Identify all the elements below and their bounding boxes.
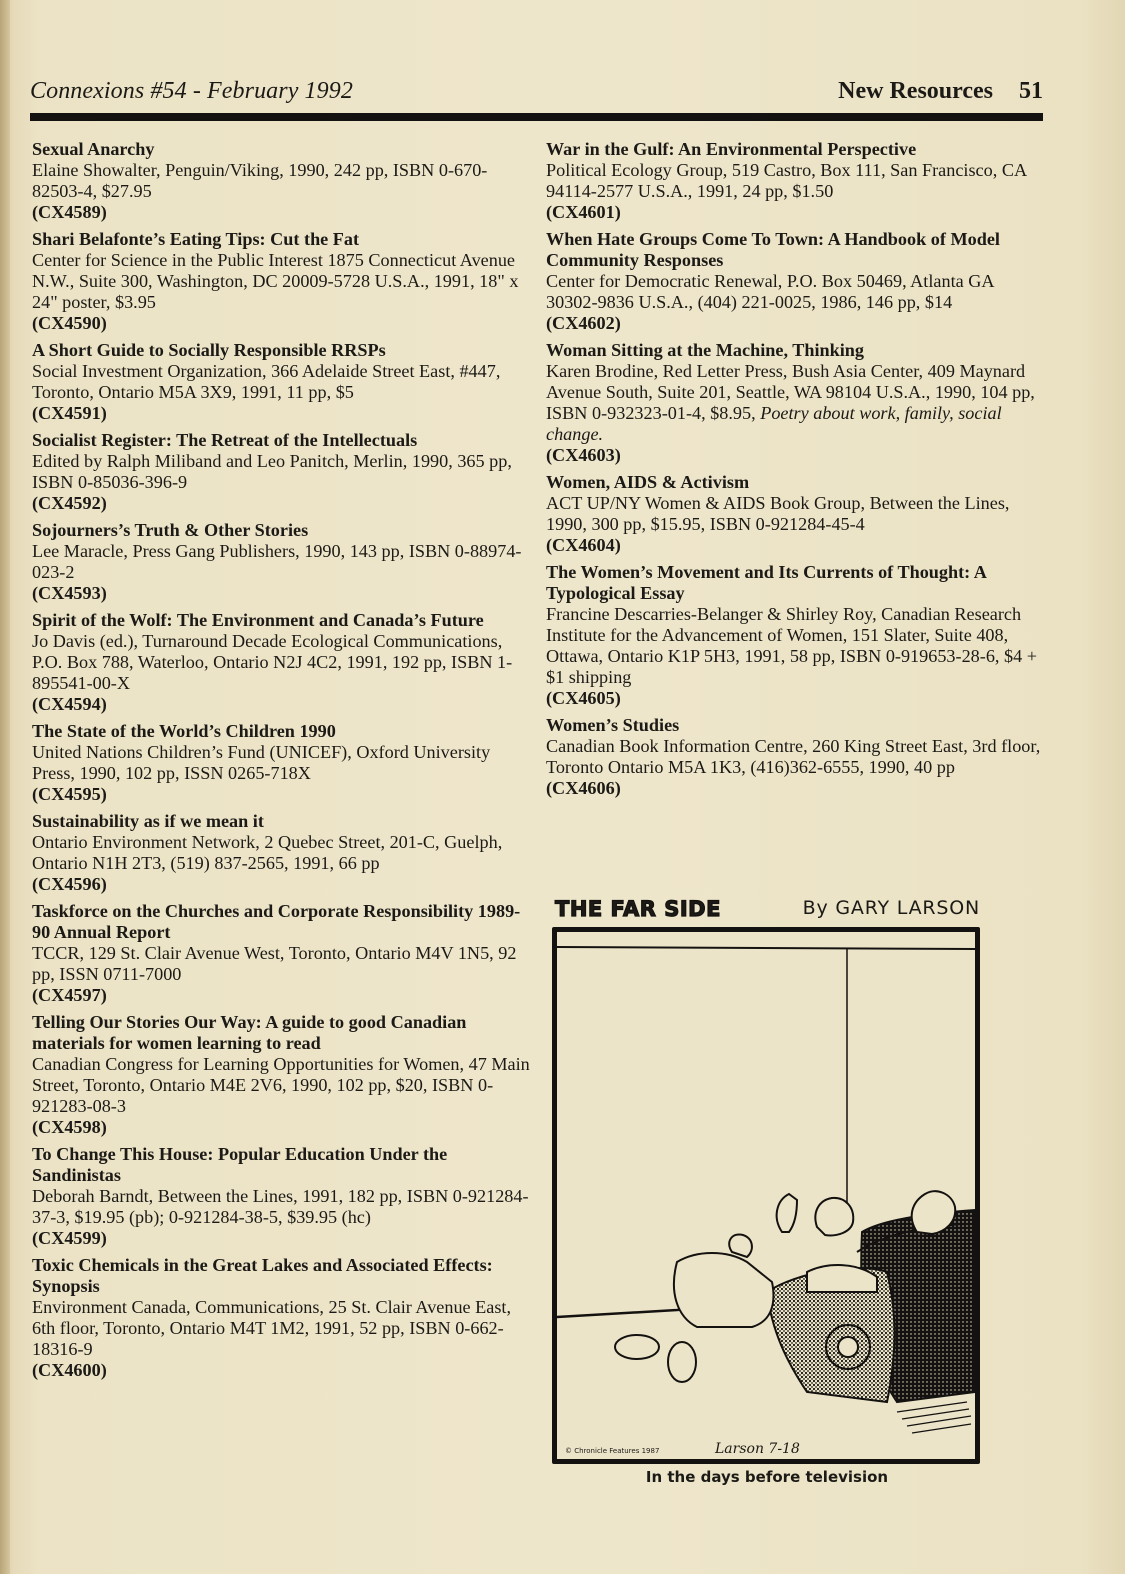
entry-title: Toxic Chemicals in the Great Lakes and Associated Effects: Synopsis <box>32 1255 493 1296</box>
resource-entry <box>32 1012 532 1138</box>
resource-entry <box>32 610 532 715</box>
resource-entry <box>32 139 532 223</box>
entry-code: (CX4605) <box>546 688 621 708</box>
floor-hatching <box>897 1402 971 1433</box>
entry-code: (CX4604) <box>546 535 621 555</box>
left-column <box>32 139 532 1387</box>
page-number: 51 <box>1019 78 1043 104</box>
resource-entry <box>32 430 532 514</box>
comic-byline: By GARY LARSON <box>802 897 980 919</box>
entry-details: Deborah Barndt, Between the Lines, 1991, 182 pp, ISBN 0-921284-37-3, $19.95 (pb); 0-921284-38-5, $39.95 (hc) <box>32 1186 529 1227</box>
comic-panel <box>552 927 980 1464</box>
entry-code: (CX4594) <box>32 694 107 714</box>
resource-entry <box>546 340 1046 466</box>
resource-entry <box>32 1255 532 1381</box>
entry-code: (CX4590) <box>32 313 107 333</box>
entry-title: Woman Sitting at the Machine, Thinking <box>546 340 865 360</box>
sofa-drawing <box>767 1210 975 1402</box>
page-spine-shadow <box>0 0 10 1574</box>
entry-title: Sexual Anarchy <box>32 139 155 159</box>
entry-code: (CX4598) <box>32 1117 107 1137</box>
entry-code: (CX4606) <box>546 778 621 798</box>
entry-details: Francine Descarries-Belanger & Shirley Roy, Canadian Research Institute for the Advancement of Women, 151 Slater, Suite 408, Ottawa, Ontario K1P 5H3, 1991, 58 pp, ISBN 0-919653-28-6, $4 + $1 shipping <box>546 604 1038 687</box>
entry-details: Jo Davis (ed.), Turnaround Decade Ecological Communications, P.O. Box 788, Waterloo, Ontario N2J 4C2, 1991, 192 pp, ISBN 1-895541-00-X <box>32 631 513 693</box>
entry-code: (CX4589) <box>32 202 107 222</box>
resource-entry <box>546 562 1046 709</box>
entry-code: (CX4600) <box>32 1360 107 1380</box>
entry-details: Canadian Congress for Learning Opportunities for Women, 47 Main Street, Toronto, Ontario M4E 2V6, 1990, 102 pp, $20, ISBN 0-921283-08-3 <box>32 1054 530 1116</box>
entry-code: (CX4591) <box>32 403 107 423</box>
entry-note: Poetry about work, family, social change. <box>546 403 1002 444</box>
comic-title: THE FAR SIDE <box>555 897 721 921</box>
resource-entry <box>32 901 532 1006</box>
entry-title: Sojourners’s Truth & Other Stories <box>32 520 309 540</box>
entry-title: Spirit of the Wolf: The Environment and Canada’s Future <box>32 610 484 630</box>
entry-code: (CX4595) <box>32 784 107 804</box>
entry-title: To Change This House: Popular Education Under the Sandinistas <box>32 1144 448 1185</box>
entry-title: Taskforce on the Churches and Corporate Responsibility 1989-90 Annual Report <box>32 901 521 942</box>
entry-details: Elaine Showalter, Penguin/Viking, 1990, 242 pp, ISBN 0-670-82503-4, $27.95 <box>32 160 488 201</box>
entry-code: (CX4596) <box>32 874 107 894</box>
entry-details-text: Karen Brodine, Red Letter Press, Bush Asia Center, 409 Maynard Avenue South, Suite 201, Seattle, WA 98104 U.S.A., 1990, 104 pp, ISBN 0-932323-01-4, $8.95, <box>546 361 1035 423</box>
entry-details: TCCR, 129 St. Clair Avenue West, Toronto, Ontario M4V 1N5, 92 pp, ISSN 0711-7000 <box>32 943 517 984</box>
resource-entry <box>546 229 1046 334</box>
comic-copyright: © Chronicle Features 1987 <box>565 1447 660 1455</box>
entry-details: Social Investment Organization, 366 Adelaide Street East, #447, Toronto, Ontario M5A 3X9, 1991, 11 pp, $5 <box>32 361 501 402</box>
entry-code: (CX4593) <box>32 583 107 603</box>
resource-entry <box>32 1144 532 1249</box>
entry-details: United Nations Children’s Fund (UNICEF), Oxford University Press, 1990, 102 pp, ISSN 0265-718X <box>32 742 491 783</box>
resource-entry <box>546 472 1046 556</box>
entry-code: (CX4597) <box>32 985 107 1005</box>
resource-entry <box>32 721 532 805</box>
entry-title: The Women’s Movement and Its Currents of Thought: A Typological Essay <box>546 562 986 603</box>
entry-details: Lee Maracle, Press Gang Publishers, 1990, 143 pp, ISBN 0-88974-023-2 <box>32 541 522 582</box>
entry-title: Women, AIDS & Activism <box>546 472 750 492</box>
resource-entry <box>32 229 532 334</box>
entry-details: Ontario Environment Network, 2 Quebec Street, 201-C, Guelph, Ontario N1H 2T3, (519) 837-2565, 1991, 66 pp <box>32 832 503 873</box>
entry-details: Center for Science in the Public Interest 1875 Connecticut Avenue N.W., Suite 300, Washington, DC 20009-5728 U.S.A., 1991, 18" x 24" poster, $3.95 <box>32 250 519 312</box>
running-header-publication: Connexions #54 - February 1992 <box>30 78 353 104</box>
entry-details <box>546 361 1046 445</box>
entry-title: Women’s Studies <box>546 715 680 735</box>
entry-details: Center for Democratic Renewal, P.O. Box 50469, Atlanta GA 30302-9836 U.S.A., (404) 221-0025, 1986, 146 pp, $14 <box>546 271 994 312</box>
resource-entry <box>32 340 532 424</box>
entry-title: War in the Gulf: An Environmental Perspective <box>546 139 917 159</box>
resource-entry <box>32 811 532 895</box>
resource-entry <box>32 520 532 604</box>
entry-code: (CX4602) <box>546 313 621 333</box>
entry-code: (CX4599) <box>32 1228 107 1248</box>
artist-signature: Larson 7-18 <box>715 1441 800 1457</box>
entry-title: Shari Belafonte’s Eating Tips: Cut the Fat <box>32 229 360 249</box>
entry-details: Political Ecology Group, 519 Castro, Box 111, San Francisco, CA 94114-2577 U.S.A., 1991, 24 pp, $1.50 <box>546 160 1027 201</box>
entry-code: (CX4601) <box>546 202 621 222</box>
entry-title: Sustainability as if we mean it <box>32 811 264 831</box>
right-column <box>546 139 1046 805</box>
resource-entry <box>546 715 1046 799</box>
comic-header <box>552 895 986 927</box>
entry-title: Socialist Register: The Retreat of the Intellectuals <box>32 430 418 450</box>
entry-title: A Short Guide to Socially Responsible RRSPs <box>32 340 386 360</box>
ceiling-line <box>557 947 975 949</box>
entry-title: When Hate Groups Come To Town: A Handbook of Model Community Responses <box>546 229 1000 270</box>
comic-caption: In the days before television <box>645 1468 889 1486</box>
entry-title: The State of the World’s Children 1990 <box>32 721 336 741</box>
entry-code: (CX4603) <box>546 445 621 465</box>
section-title: New Resources <box>838 78 993 104</box>
header-rule <box>30 113 1043 121</box>
far-side-comic <box>552 895 986 1486</box>
resource-entry <box>546 139 1046 223</box>
entry-code: (CX4592) <box>32 493 107 513</box>
entry-title: Telling Our Stories Our Way: A guide to good Canadian materials for women learning to read <box>32 1012 467 1053</box>
comic-illustration <box>557 932 975 1459</box>
entry-details: ACT UP/NY Women & AIDS Book Group, Between the Lines, 1990, 300 pp, $15.95, ISBN 0-921284-45-4 <box>546 493 1010 534</box>
entry-details: Canadian Book Information Centre, 260 King Street East, 3rd floor, Toronto Ontario M5A 1K3, (416)362-6555, 1990, 40 pp <box>546 736 1041 777</box>
running-header-section <box>838 78 1043 105</box>
entry-details: Edited by Ralph Miliband and Leo Panitch, Merlin, 1990, 365 pp, ISBN 0-85036-396-9 <box>32 451 512 492</box>
entry-details: Environment Canada, Communications, 25 St. Clair Avenue East, 6th floor, Toronto, Ontario M4T 1M2, 1991, 52 pp, ISBN 0-662-18316-9 <box>32 1297 512 1359</box>
